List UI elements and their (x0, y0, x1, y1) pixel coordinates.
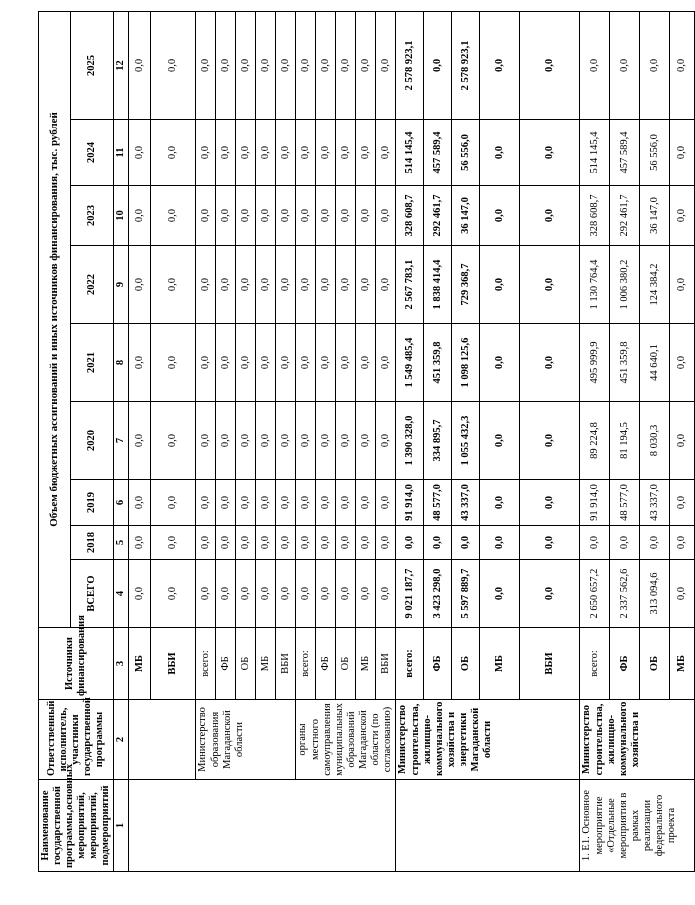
value-cell: 0,0 (296, 526, 316, 560)
source-cell: всего: (396, 628, 424, 700)
index-cell: 3 (114, 628, 129, 700)
value-cell: 0,0 (376, 120, 396, 186)
value-cell: 0,0 (356, 246, 376, 324)
value-cell: 0,0 (356, 120, 376, 186)
value-cell: 0,0 (640, 11, 670, 119)
value-cell: 0,0 (376, 402, 396, 480)
header-year-total: ВСЕГО (71, 560, 114, 628)
header-executor: Ответственный исполнитель, участники государственной программы (39, 700, 114, 780)
value-cell: 0,0 (216, 246, 236, 324)
value-cell: 0,0 (356, 560, 376, 628)
index-cell: 9 (114, 246, 129, 324)
value-cell: 0,0 (256, 324, 276, 402)
value-cell: 0,0 (276, 186, 296, 246)
value-cell: 0,0 (480, 560, 520, 628)
value-cell: 0,0 (316, 120, 336, 186)
value-cell: 1 098 125,6 (452, 324, 480, 402)
value-cell: 0,0 (129, 560, 151, 628)
executor-ministry-construction-2: Министерство строительства, жилищно-коммунального хозяйства и (580, 700, 695, 780)
value-cell: 0,0 (151, 186, 196, 246)
value-cell: 0,0 (670, 402, 695, 480)
value-cell: 0,0 (480, 526, 520, 560)
table-row (196, 11, 216, 871)
value-cell: 0,0 (356, 11, 376, 119)
index-cell: 1 (114, 780, 129, 872)
value-cell: 0,0 (356, 480, 376, 526)
value-cell: 91 914,0 (396, 480, 424, 526)
value-cell: 0,0 (129, 480, 151, 526)
value-cell: 5 597 889,7 (452, 560, 480, 628)
value-cell: 457 589,4 (424, 120, 452, 186)
value-cell: 0,0 (376, 560, 396, 628)
header-year-2019: 2019 (71, 480, 114, 526)
value-cell: 0,0 (129, 120, 151, 186)
value-cell: 0,0 (316, 324, 336, 402)
value-cell: 0,0 (480, 120, 520, 186)
value-cell: 0,0 (196, 402, 216, 480)
value-cell: 0,0 (129, 526, 151, 560)
value-cell: 0,0 (276, 120, 296, 186)
value-cell: 0,0 (520, 526, 580, 560)
value-cell: 3 423 298,0 (424, 560, 452, 628)
header-year-2018: 2018 (71, 526, 114, 560)
value-cell: 1 006 380,2 (610, 246, 640, 324)
value-cell: 0,0 (520, 120, 580, 186)
value-cell: 0,0 (670, 246, 695, 324)
value-cell: 0,0 (196, 526, 216, 560)
value-cell: 0,0 (196, 480, 216, 526)
value-cell: 1 055 432,3 (452, 402, 480, 480)
value-cell: 0,0 (196, 324, 216, 402)
value-cell: 0,0 (670, 324, 695, 402)
value-cell: 0,0 (296, 186, 316, 246)
header-name: Наименование государственной программы,основных мероприятий, мероприятий, подмероприятий (39, 780, 114, 872)
value-cell: 0,0 (520, 186, 580, 246)
value-cell: 0,0 (236, 526, 256, 560)
source-cell: ВБИ (151, 628, 196, 700)
executor-local-authorities: органы местного самоуправления муниципальных образований Магаданской области (по согласованию) (296, 700, 396, 780)
value-cell: 44 640,1 (640, 324, 670, 402)
value-cell: 1 549 485,4 (396, 324, 424, 402)
value-cell: 0,0 (296, 11, 316, 119)
value-cell: 0,0 (520, 11, 580, 119)
source-cell: ОБ (640, 628, 670, 700)
value-cell: 0,0 (256, 120, 276, 186)
value-cell: 0,0 (670, 186, 695, 246)
value-cell: 0,0 (296, 480, 316, 526)
value-cell: 0,0 (256, 246, 276, 324)
source-cell: ФБ (216, 628, 236, 700)
value-cell: 0,0 (580, 526, 610, 560)
value-cell: 0,0 (129, 402, 151, 480)
value-cell: 0,0 (216, 324, 236, 402)
value-cell: 0,0 (520, 402, 580, 480)
value-cell: 2 337 562,6 (610, 560, 640, 628)
value-cell: 0,0 (376, 11, 396, 119)
value-cell: 0,0 (151, 402, 196, 480)
value-cell: 451 359,8 (424, 324, 452, 402)
value-cell: 0,0 (520, 324, 580, 402)
value-cell: 0,0 (256, 11, 276, 119)
source-cell: всего: (296, 628, 316, 700)
executor-ministry-construction: Министерство строительства, жилищно-коммунального хозяйства и энергетики Магаданской области (396, 700, 580, 780)
value-cell: 0,0 (336, 402, 356, 480)
rotated-table-container (38, 12, 688, 872)
value-cell: 81 194,5 (610, 402, 640, 480)
value-cell: 0,0 (216, 120, 236, 186)
value-cell: 0,0 (216, 11, 236, 119)
index-cell: 7 (114, 402, 129, 480)
value-cell: 0,0 (316, 560, 336, 628)
value-cell: 0,0 (276, 480, 296, 526)
value-cell: 0,0 (670, 560, 695, 628)
name-cell-empty-2 (396, 780, 580, 872)
value-cell: 0,0 (236, 480, 256, 526)
value-cell: 0,0 (256, 560, 276, 628)
value-cell: 0,0 (196, 120, 216, 186)
index-cell: 2 (114, 700, 129, 780)
value-cell: 1 838 414,4 (424, 246, 452, 324)
value-cell: 48 577,0 (610, 480, 640, 526)
value-cell: 0,0 (520, 560, 580, 628)
value-cell: 0,0 (151, 324, 196, 402)
value-cell: 0,0 (336, 324, 356, 402)
value-cell: 292 461,7 (610, 186, 640, 246)
value-cell: 0,0 (316, 186, 336, 246)
value-cell: 0,0 (316, 526, 336, 560)
value-cell: 451 359,8 (610, 324, 640, 402)
index-cell: 4 (114, 560, 129, 628)
name-cell-empty (129, 780, 396, 872)
value-cell: 0,0 (256, 402, 276, 480)
header-year-2024: 2024 (71, 120, 114, 186)
value-cell: 91 914,0 (580, 480, 610, 526)
header-year-2021: 2021 (71, 324, 114, 402)
value-cell: 0,0 (520, 480, 580, 526)
value-cell: 0,0 (151, 120, 196, 186)
value-cell: 0,0 (129, 11, 151, 119)
source-cell: ОБ (336, 628, 356, 700)
source-cell: всего: (196, 628, 216, 700)
value-cell: 48 577,0 (424, 480, 452, 526)
value-cell: 36 147,0 (640, 186, 670, 246)
value-cell: 2 567 783,1 (396, 246, 424, 324)
value-cell: 0,0 (151, 526, 196, 560)
value-cell: 9 021 187,7 (396, 560, 424, 628)
value-cell: 0,0 (236, 11, 256, 119)
value-cell: 0,0 (580, 11, 610, 119)
value-cell: 0,0 (256, 186, 276, 246)
value-cell: 0,0 (670, 120, 695, 186)
financing-table (38, 11, 695, 872)
value-cell: 0,0 (396, 526, 424, 560)
value-cell: 0,0 (520, 246, 580, 324)
value-cell: 0,0 (356, 402, 376, 480)
value-cell: 2 578 923,1 (452, 11, 480, 119)
value-cell: 43 337,0 (640, 480, 670, 526)
value-cell: 0,0 (216, 560, 236, 628)
value-cell: 0,0 (356, 324, 376, 402)
value-cell: 0,0 (480, 246, 520, 324)
value-cell: 36 147,0 (452, 186, 480, 246)
executor-ministry-education: Министерство образования Магаданской области (196, 700, 296, 780)
source-cell: всего: (580, 628, 610, 700)
value-cell: 0,0 (376, 246, 396, 324)
value-cell: 0,0 (216, 526, 236, 560)
value-cell: 0,0 (480, 324, 520, 402)
value-cell: 0,0 (376, 526, 396, 560)
table-row (396, 11, 424, 871)
index-cell: 11 (114, 120, 129, 186)
value-cell: 0,0 (236, 402, 256, 480)
header-year-2025: 2025 (71, 11, 114, 119)
value-cell: 0,0 (480, 186, 520, 246)
source-cell: ФБ (610, 628, 640, 700)
value-cell: 0,0 (480, 480, 520, 526)
value-cell: 334 895,7 (424, 402, 452, 480)
value-cell: 0,0 (336, 120, 356, 186)
activity-name-e1: 1. Е1. Основное мероприятие «Отдельные мероприятия в рамках реализации федерального проекта (580, 780, 695, 872)
header-year-2023: 2023 (71, 186, 114, 246)
value-cell: 0,0 (196, 246, 216, 324)
value-cell: 495 999,9 (580, 324, 610, 402)
value-cell: 0,0 (316, 480, 336, 526)
value-cell: 0,0 (276, 246, 296, 324)
value-cell: 2 578 923,1 (396, 11, 424, 119)
value-cell: 0,0 (276, 560, 296, 628)
value-cell: 0,0 (236, 120, 256, 186)
value-cell: 0,0 (216, 480, 236, 526)
value-cell: 0,0 (640, 526, 670, 560)
value-cell: 0,0 (276, 402, 296, 480)
value-cell: 0,0 (236, 324, 256, 402)
value-cell: 56 556,0 (640, 120, 670, 186)
value-cell: 0,0 (129, 186, 151, 246)
source-cell: ФБ (424, 628, 452, 700)
value-cell: 0,0 (670, 11, 695, 119)
source-cell: ВБИ (520, 628, 580, 700)
value-cell: 56 556,0 (452, 120, 480, 186)
index-cell: 10 (114, 186, 129, 246)
table-row (129, 11, 151, 871)
source-cell: ОБ (452, 628, 480, 700)
value-cell: 0,0 (296, 120, 316, 186)
source-cell: МБ (356, 628, 376, 700)
value-cell: 0,0 (610, 11, 640, 119)
source-cell: ВБИ (376, 628, 396, 700)
header-source: Источники финансирования (39, 628, 114, 700)
value-cell: 0,0 (316, 11, 336, 119)
value-cell: 0,0 (129, 324, 151, 402)
source-cell: ОБ (236, 628, 256, 700)
header-volume: Объем бюджетных ассигнований и иных источников финансирования, тыс. рублей (39, 11, 71, 627)
value-cell: 0,0 (336, 246, 356, 324)
value-cell: 0,0 (670, 480, 695, 526)
value-cell: 0,0 (480, 402, 520, 480)
value-cell: 514 145,4 (396, 120, 424, 186)
value-cell: 0,0 (424, 11, 452, 119)
value-cell: 0,0 (610, 526, 640, 560)
value-cell: 0,0 (316, 246, 336, 324)
value-cell: 0,0 (216, 186, 236, 246)
source-cell: МБ (670, 628, 695, 700)
value-cell: 0,0 (256, 526, 276, 560)
index-cell: 8 (114, 324, 129, 402)
value-cell: 0,0 (276, 526, 296, 560)
value-cell: 457 589,4 (610, 120, 640, 186)
value-cell: 0,0 (151, 11, 196, 119)
value-cell: 0,0 (129, 246, 151, 324)
value-cell: 8 030,3 (640, 402, 670, 480)
value-cell: 0,0 (151, 560, 196, 628)
value-cell: 0,0 (336, 526, 356, 560)
value-cell: 0,0 (296, 560, 316, 628)
value-cell: 0,0 (452, 526, 480, 560)
value-cell: 0,0 (236, 246, 256, 324)
value-cell: 2 650 657,2 (580, 560, 610, 628)
value-cell: 124 384,2 (640, 246, 670, 324)
value-cell: 0,0 (336, 560, 356, 628)
table-row (296, 11, 316, 871)
table-row (580, 11, 610, 871)
value-cell: 0,0 (276, 11, 296, 119)
value-cell: 0,0 (480, 11, 520, 119)
column-index-row (114, 11, 129, 871)
value-cell: 0,0 (670, 526, 695, 560)
value-cell: 0,0 (196, 11, 216, 119)
value-cell: 0,0 (256, 480, 276, 526)
value-cell: 0,0 (336, 11, 356, 119)
value-cell: 0,0 (236, 560, 256, 628)
value-cell: 0,0 (356, 526, 376, 560)
index-cell: 6 (114, 480, 129, 526)
value-cell: 89 224,8 (580, 402, 610, 480)
value-cell: 0,0 (151, 480, 196, 526)
value-cell: 313 094,6 (640, 560, 670, 628)
value-cell: 0,0 (296, 246, 316, 324)
value-cell: 1 390 328,0 (396, 402, 424, 480)
value-cell: 0,0 (196, 560, 216, 628)
source-cell: МБ (256, 628, 276, 700)
value-cell: 0,0 (376, 480, 396, 526)
value-cell: 0,0 (296, 324, 316, 402)
executor-cell-empty (129, 700, 196, 780)
value-cell: 0,0 (356, 186, 376, 246)
value-cell: 328 608,7 (396, 186, 424, 246)
value-cell: 0,0 (424, 526, 452, 560)
index-cell: 12 (114, 11, 129, 119)
header-year-2020: 2020 (71, 402, 114, 480)
source-cell: ВБИ (276, 628, 296, 700)
value-cell: 0,0 (196, 186, 216, 246)
source-cell: ФБ (316, 628, 336, 700)
value-cell: 514 145,4 (580, 120, 610, 186)
value-cell: 292 461,7 (424, 186, 452, 246)
value-cell: 0,0 (151, 246, 196, 324)
value-cell: 0,0 (236, 186, 256, 246)
source-cell: МБ (129, 628, 151, 700)
value-cell: 0,0 (336, 480, 356, 526)
value-cell: 0,0 (316, 402, 336, 480)
value-cell: 43 337,0 (452, 480, 480, 526)
index-cell: 5 (114, 526, 129, 560)
source-cell: МБ (480, 628, 520, 700)
value-cell: 0,0 (216, 402, 236, 480)
value-cell: 0,0 (376, 324, 396, 402)
value-cell: 0,0 (376, 186, 396, 246)
value-cell: 0,0 (296, 402, 316, 480)
value-cell: 1 130 764,4 (580, 246, 610, 324)
value-cell: 729 368,7 (452, 246, 480, 324)
value-cell: 328 608,7 (580, 186, 610, 246)
header-year-2022: 2022 (71, 246, 114, 324)
value-cell: 0,0 (276, 324, 296, 402)
value-cell: 0,0 (336, 186, 356, 246)
